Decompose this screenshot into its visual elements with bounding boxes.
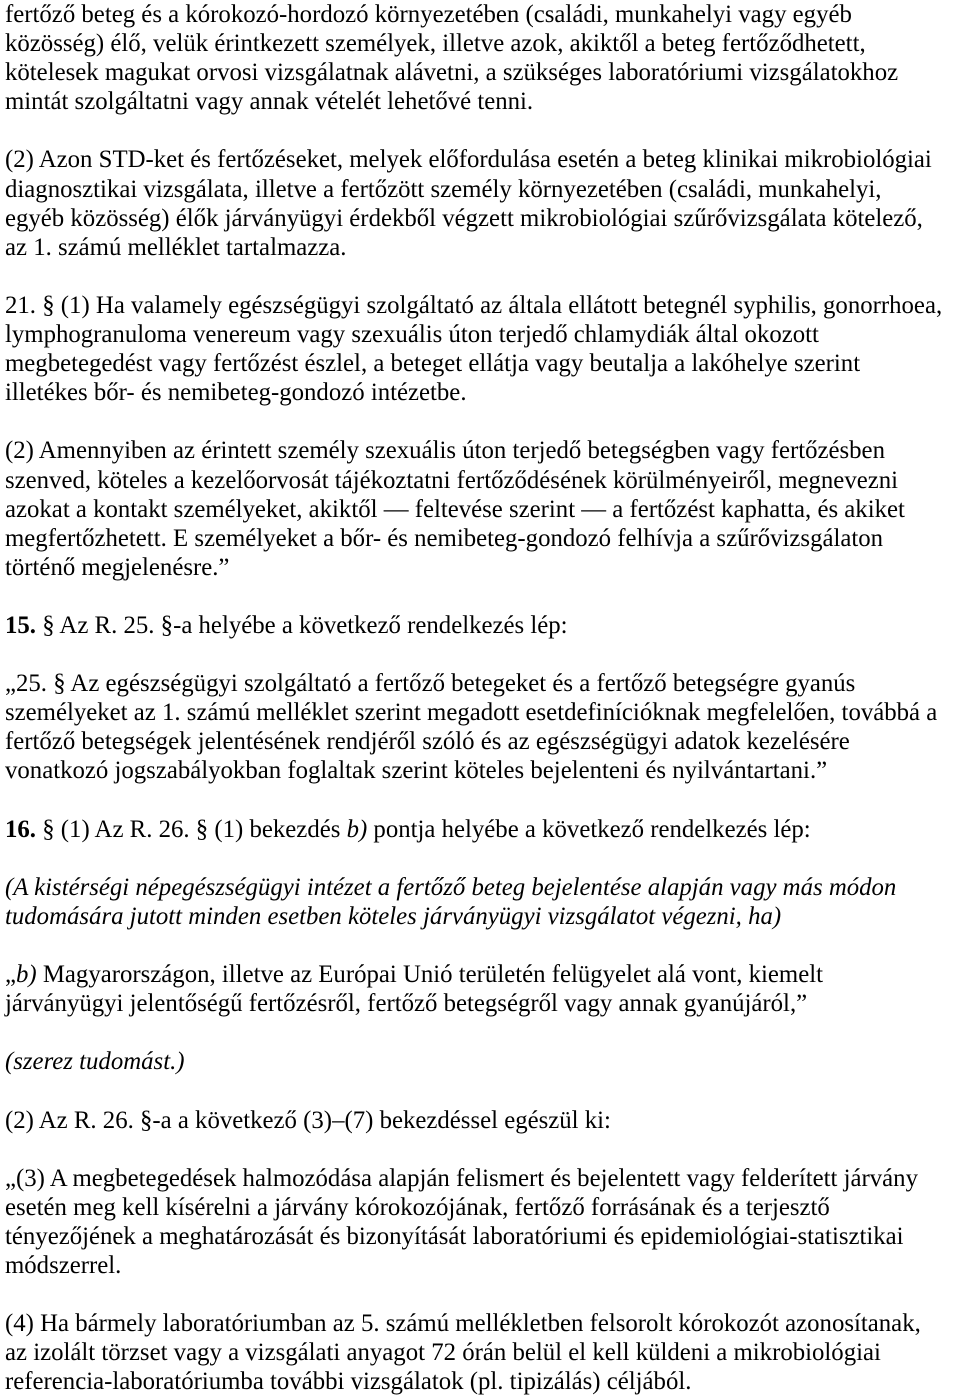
- text-line: kötelesek magukat orvosi vizsgálatnak alávetni, a szükséges laboratóriumi vizsgálatokhoz: [5, 59, 899, 87]
- section-15-heading: [5, 611, 960, 640]
- new-paragraph-4: [5, 1309, 960, 1396]
- text-line: lymphogranuloma venereum vagy szexuális úton terjedő chlamydiák által okozott: [5, 321, 819, 349]
- text-line: fertőző beteg és a kórokozó-hordozó környezetében (családi, munkahelyi vagy egyéb: [5, 1, 852, 28]
- text-line: esetén meg kell kísérelni a járvány kórokozójának, fertőző forrásának és a terjesztő: [5, 1193, 830, 1221]
- section-number: 15.: [5, 611, 36, 639]
- amended-point-b: [5, 960, 960, 1018]
- quoted-closing: [5, 1047, 960, 1076]
- opening-quote: „: [5, 961, 17, 989]
- quoted-preamble: [5, 873, 960, 931]
- text-line: (2) Amennyiben az érintett személy szexuális úton terjedő betegségben vagy fertőzésben: [5, 437, 885, 465]
- text-segment: § Az R. 25. §-a helyébe a következő rendelkezés lép:: [36, 611, 568, 639]
- text-line: az 1. számú melléklet tartalmazza.: [5, 233, 347, 261]
- text-line: az izolált törzset vagy a vizsgálati anyagot 72 órán belül el kell küldeni a mikrobiológiai: [5, 1339, 881, 1367]
- amended-section-25: [5, 669, 960, 785]
- text-line: azokat a kontakt személyeket, akiktől — feltevése szerint — a fertőzést kaphatta, és akiket: [5, 495, 905, 523]
- section-number: 16.: [5, 815, 36, 843]
- section-16-para-2: [5, 1106, 960, 1135]
- text-line: vonatkozó jogszabályokban foglaltak szerint köteles bejelenteni és nyilvántartani.”: [5, 757, 828, 785]
- text-line: személyeket az 1. számú melléklet szerint megadott esetdefinícióknak megfelelően, továbbá a: [5, 699, 938, 727]
- text-line: (2) Azon STD-ket és fertőzéseket, melyek előfordulása esetén a beteg klinikai mikrobiológiai: [5, 146, 932, 174]
- text-line: (4) Ha bármely laboratóriumban az 5. számú mellékletben felsorolt kórokozót azonosítanak,: [5, 1310, 921, 1338]
- text-line: tényezőjének a meghatározását és bizonyítását laboratóriumi és epidemiológiai-statisztikai: [5, 1222, 904, 1250]
- paragraph-std-list: [5, 145, 960, 261]
- section-16-heading: [5, 815, 960, 844]
- text-line: mintát szolgáltatni vagy annak vételét lehetővé tenni.: [5, 88, 534, 116]
- text-line: szenved, köteles a kezelőorvosát tájékoztatni fertőződésének körülményeiről, megnevezni: [5, 466, 899, 494]
- text-line: módszerrel.: [5, 1252, 122, 1280]
- text-line: történő megjelenésre.”: [5, 553, 230, 581]
- text-line: járványügyi jelentőségű fertőzésről, fertőző betegségről vagy annak gyanújáról,”: [5, 990, 808, 1018]
- text-line: közösség) élő, velük érintkezett személyek, illetve azok, akiktől a beteg fertőződhetett,: [5, 30, 866, 58]
- text-line: referencia-laboratóriumba további vizsgálatok (pl. tipizálás) céljából.: [5, 1368, 692, 1396]
- text-line: egyéb közösség) élők járványügyi érdekből végzett mikrobiológiai szűrővizsgálata kötelező,: [5, 204, 923, 232]
- text-line: „25. § Az egészségügyi szolgáltató a fertőző betegeket és a fertőző betegségre gyanús: [5, 670, 856, 698]
- text-line: 21. § (1) Ha valamely egészségügyi szolgáltató az általa ellátott betegnél syphilis, gonorrhoea,: [5, 291, 943, 319]
- section-21-para-1: [5, 291, 960, 407]
- italic-point-label: b): [346, 815, 368, 843]
- new-paragraph-3: [5, 1164, 960, 1280]
- section-21-para-2: [5, 436, 960, 581]
- text-line: megfertőzhetett. E személyeket a bőr- és nemibeteg-gondozó felhívja a szűrővizsgálaton: [5, 524, 884, 552]
- text-line: [5, 960, 960, 989]
- text-line: [5, 611, 960, 640]
- text-line: „(3) A megbetegedések halmozódása alapján felismert és bejelentett vagy felderített járvány: [5, 1164, 918, 1192]
- text-line: tudomására jutott minden esetben köteles járványügyi vizsgálatot végezni, ha): [5, 902, 782, 930]
- text-line: megbetegedést vagy fertőzést észlel, a beteget ellátja vagy beutalja a lakóhelye szerint: [5, 350, 861, 378]
- text-line: (szerez tudomást.): [5, 1048, 185, 1076]
- text-line: illetékes bőr- és nemibeteg-gondozó intézetbe.: [5, 379, 467, 407]
- text-segment: Magyarországon, illetve az Európai Unió területén felügyelet alá vont, kiemelt: [36, 961, 823, 989]
- italic-point-label: b): [16, 961, 37, 989]
- text-line: diagnosztikai vizsgálata, illetve a fertőzött személy környezetében (családi, munkahelyi,: [5, 175, 882, 203]
- text-line: (A kistérségi népegészségügyi intézet a fertőző beteg bejelentése alapján vagy más módon: [5, 873, 897, 901]
- text-segment: pontja helyébe a következő rendelkezés lép:: [367, 815, 811, 843]
- text-line: fertőző betegségek jelentésének rendjéről szóló és az egészségügyi adatok kezelésére: [5, 728, 850, 756]
- text-segment: § (1) Az R. 26. § (1) bekezdés: [36, 815, 347, 843]
- text-line: (2) Az R. 26. §-a a következő (3)–(7) bekezdéssel egészül ki:: [5, 1106, 611, 1134]
- paragraph-continuation: [5, 0, 960, 116]
- text-line: [5, 815, 960, 844]
